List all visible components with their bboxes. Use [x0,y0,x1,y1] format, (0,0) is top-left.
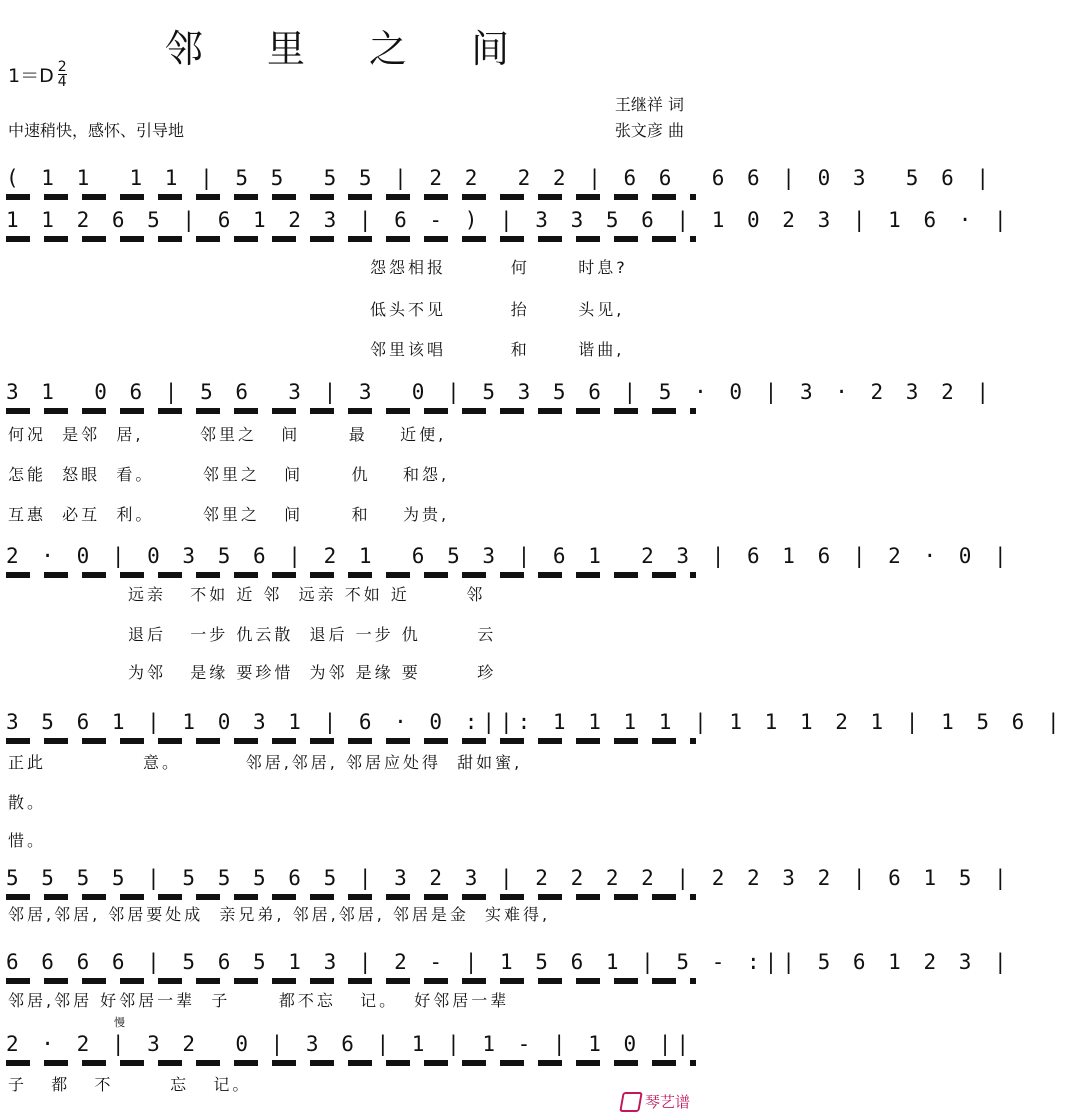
beam-line-2 [6,236,696,242]
lyric-line: 为邻 是缘 要珍惜 为邻 是缘 要 珍 [128,663,497,682]
music-logo-icon [619,1092,643,1112]
lyric-line: 子 都 不 忘 记。 [8,1075,252,1094]
music-line-8: 2 · 2 | 3 2 0 | 3 6 | 1 | 1 - | 1 0 || [6,1032,695,1056]
time-top: 2 [57,59,67,75]
lyric-line: 低头不见 抬 头见, [370,300,625,319]
beam-line-5 [6,738,696,744]
beam-line-1 [6,194,696,200]
time-signature [58,60,67,89]
lyric-line: 散。 [8,793,47,812]
music-line-7: 6 6 6 6 | 5 6 5 1 3 | 2 - | 1 5 6 1 | 5 - :|| 5 6 1 2 3 | [6,950,1012,974]
composer: 张文彦 曲 [614,121,684,140]
lyric-line: 退后 一步 仇云散 退后 一步 仇 云 [128,625,497,644]
tempo-annotation: 慢 [114,1016,128,1029]
lyric-line: 互惠 必互 利。 邻里之 间 和 为贵, [8,505,450,524]
music-line-5: 3 5 6 1 | 1 0 3 1 | 6 · 0 :||: 1 1 1 1 | 1 1 1 2 1 | 1 5 6 | [6,710,1065,734]
lyric-line: 怨怨相报 何 时息? [370,258,628,277]
lyric-line: 邻居,邻居, 邻居要处成 亲兄弟, 邻居,邻居, 邻居是金 实难得, [8,905,551,924]
watermark [621,1091,690,1112]
beam-line-7 [6,978,696,984]
beam-line-3 [6,408,696,414]
lyricist: 王继祥 词 [614,95,684,114]
lyric-line: 邻居,邻居 好邻居一辈 子 都不忘 记。 好邻居一辈 [8,991,510,1010]
music-line-4: 2 · 0 | 0 3 5 6 | 2 1 6 5 3 | 6 1 2 3 | 6 1 6 | 2 · 0 | [6,544,1012,568]
lyric-line: 惜。 [8,831,47,850]
key-signature [8,60,67,89]
music-line-6: 5 5 5 5 | 5 5 5 6 5 | 3 2 3 | 2 2 2 2 | 2 2 3 2 | 6 1 5 | [6,866,1012,890]
music-line-1: ( 1 1 1 1 | 5 5 5 5 | 2 2 2 2 | 6 6 6 6 | 0 3 5 6 | [6,166,995,190]
beam-line-4 [6,572,696,578]
page-title: 邻 里 之 间 [164,27,536,71]
lyric-line: 何况 是邻 居, 邻里之 间 最 近便, [8,425,447,444]
watermark-text: 琴艺谱 [644,1093,690,1111]
lyric-line: 正此 意。 邻居,邻居, 邻居应处得 甜如蜜, [8,753,523,772]
key-label: 1＝D [8,65,54,87]
lyric-line: 邻里该唱 和 谐曲, [370,340,625,359]
beam-line-6 [6,894,696,900]
music-line-3: 3 1 0 6 | 5 6 3 | 3 0 | 5 3 5 6 | 5 · 0 | 3 · 2 3 2 | [6,380,995,404]
tempo-marking: 中速稍快，感怀、引导地 [8,121,185,140]
lyric-line: 远亲 不如 近 邻 远亲 不如 近 邻 [128,585,486,604]
beam-line-8 [6,1060,696,1066]
lyric-line: 怎能 怒眼 看。 邻里之 间 仇 和怨, [8,465,450,484]
music-line-2: 1 1 2 6 5 | 6 1 2 3 | 6 - ) | 3 3 5 6 | 1 0 2 3 | 1 6 · | [6,208,1012,232]
time-bottom: 4 [57,74,67,90]
